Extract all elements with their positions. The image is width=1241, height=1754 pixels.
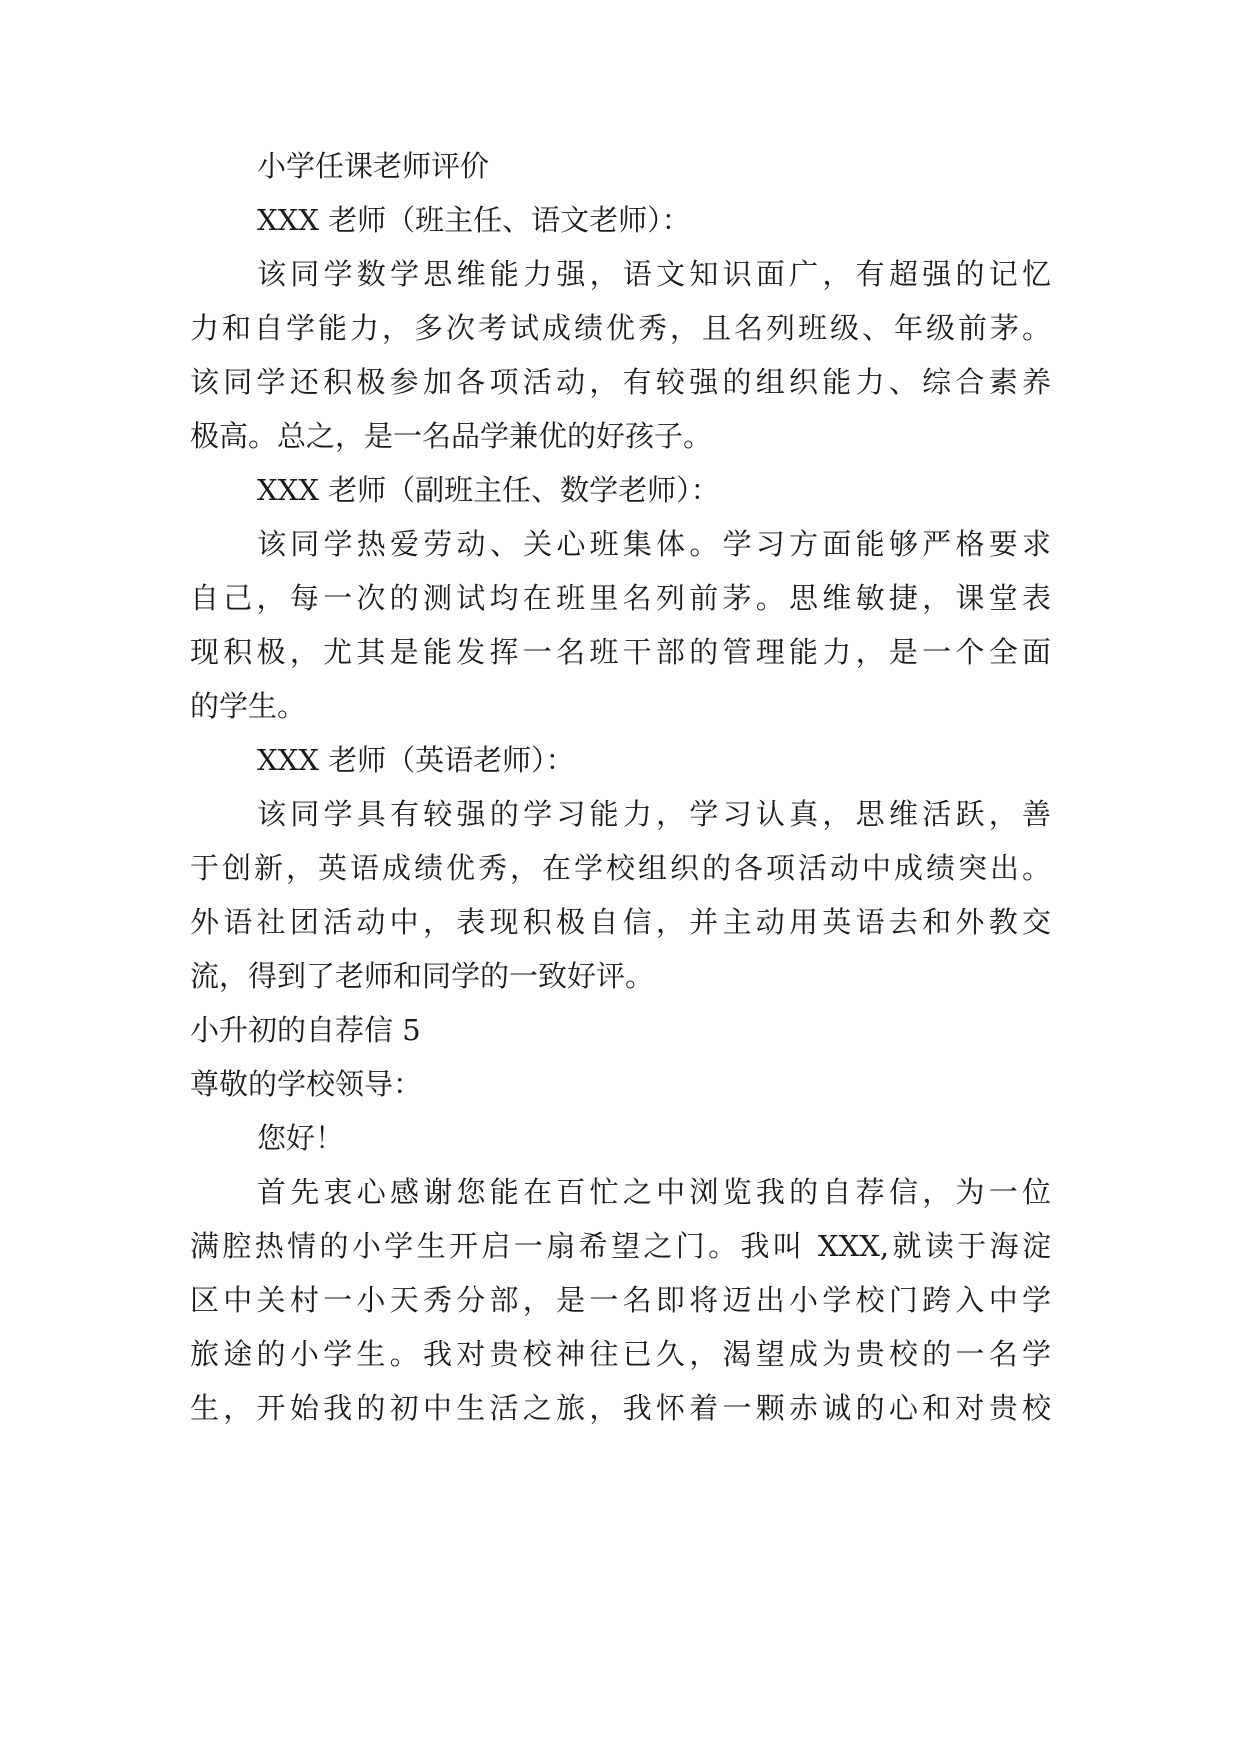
paragraph-line: 流，得到了老师和同学的一致好评。 (190, 959, 655, 993)
paragraph-line: 该同学数学思维能力强，语文知识面广，有超强的记忆 (257, 257, 1051, 291)
paragraph-line: 的学生。 (190, 689, 307, 723)
teacher-heading: XXX 老师（副班主任、数学老师）： (257, 473, 720, 507)
paragraph-line: 首先衷心感谢您能在百忙之中浏览我的自荐信，为一位 (257, 1175, 1051, 1209)
paragraph-line: 自己，每一次的测试均在班里名列前茅。思维敏捷，课堂表 (190, 581, 1051, 615)
paragraph-line: 力和自学能力，多次考试成绩优秀，且名列班级、年级前茅。 (190, 311, 1051, 345)
letter-title: 小升初的自荐信 5 (190, 1013, 421, 1047)
paragraph-line: 极高。总之，是一名品学兼优的好孩子。 (190, 419, 713, 453)
teacher-heading: XXX 老师（班主任、语文老师）： (257, 203, 691, 237)
paragraph-line: 旅途的小学生。我对贵校神往已久，渴望成为贵校的一名学 (190, 1337, 1051, 1371)
paragraph-line: 该同学热爱劳动、关心班集体。学习方面能够严格要求 (257, 527, 1051, 561)
paragraph-line: 于创新，英语成绩优秀，在学校组织的各项活动中成绩突出。 (190, 851, 1051, 885)
section-title: 小学任课老师评价 (257, 149, 490, 183)
teacher-heading: XXX 老师（英语老师）： (257, 743, 575, 777)
paragraph-line: 外语社团活动中，表现积极自信，并主动用英语去和外教交 (190, 905, 1051, 939)
paragraph-line: 该同学具有较强的学习能力，学习认真，思维活跃，善 (257, 797, 1051, 831)
paragraph-line: 区中关村一小天秀分部，是一名即将迈出小学校门跨入中学 (190, 1283, 1051, 1317)
letter-greeting: 您好！ (257, 1121, 345, 1155)
paragraph-line: 满腔热情的小学生开启一扇希望之门。我叫 XXX,就读于海淀 (190, 1229, 1051, 1263)
letter-salutation: 尊敬的学校领导： (190, 1067, 423, 1101)
paragraph-line: 现积极，尤其是能发挥一名班干部的管理能力，是一个全面 (190, 635, 1051, 669)
paragraph-line: 生，开始我的初中生活之旅，我怀着一颗赤诚的心和对贵校 (190, 1391, 1051, 1425)
paragraph-line: 该同学还积极参加各项活动，有较强的组织能力、综合素养 (190, 365, 1051, 399)
